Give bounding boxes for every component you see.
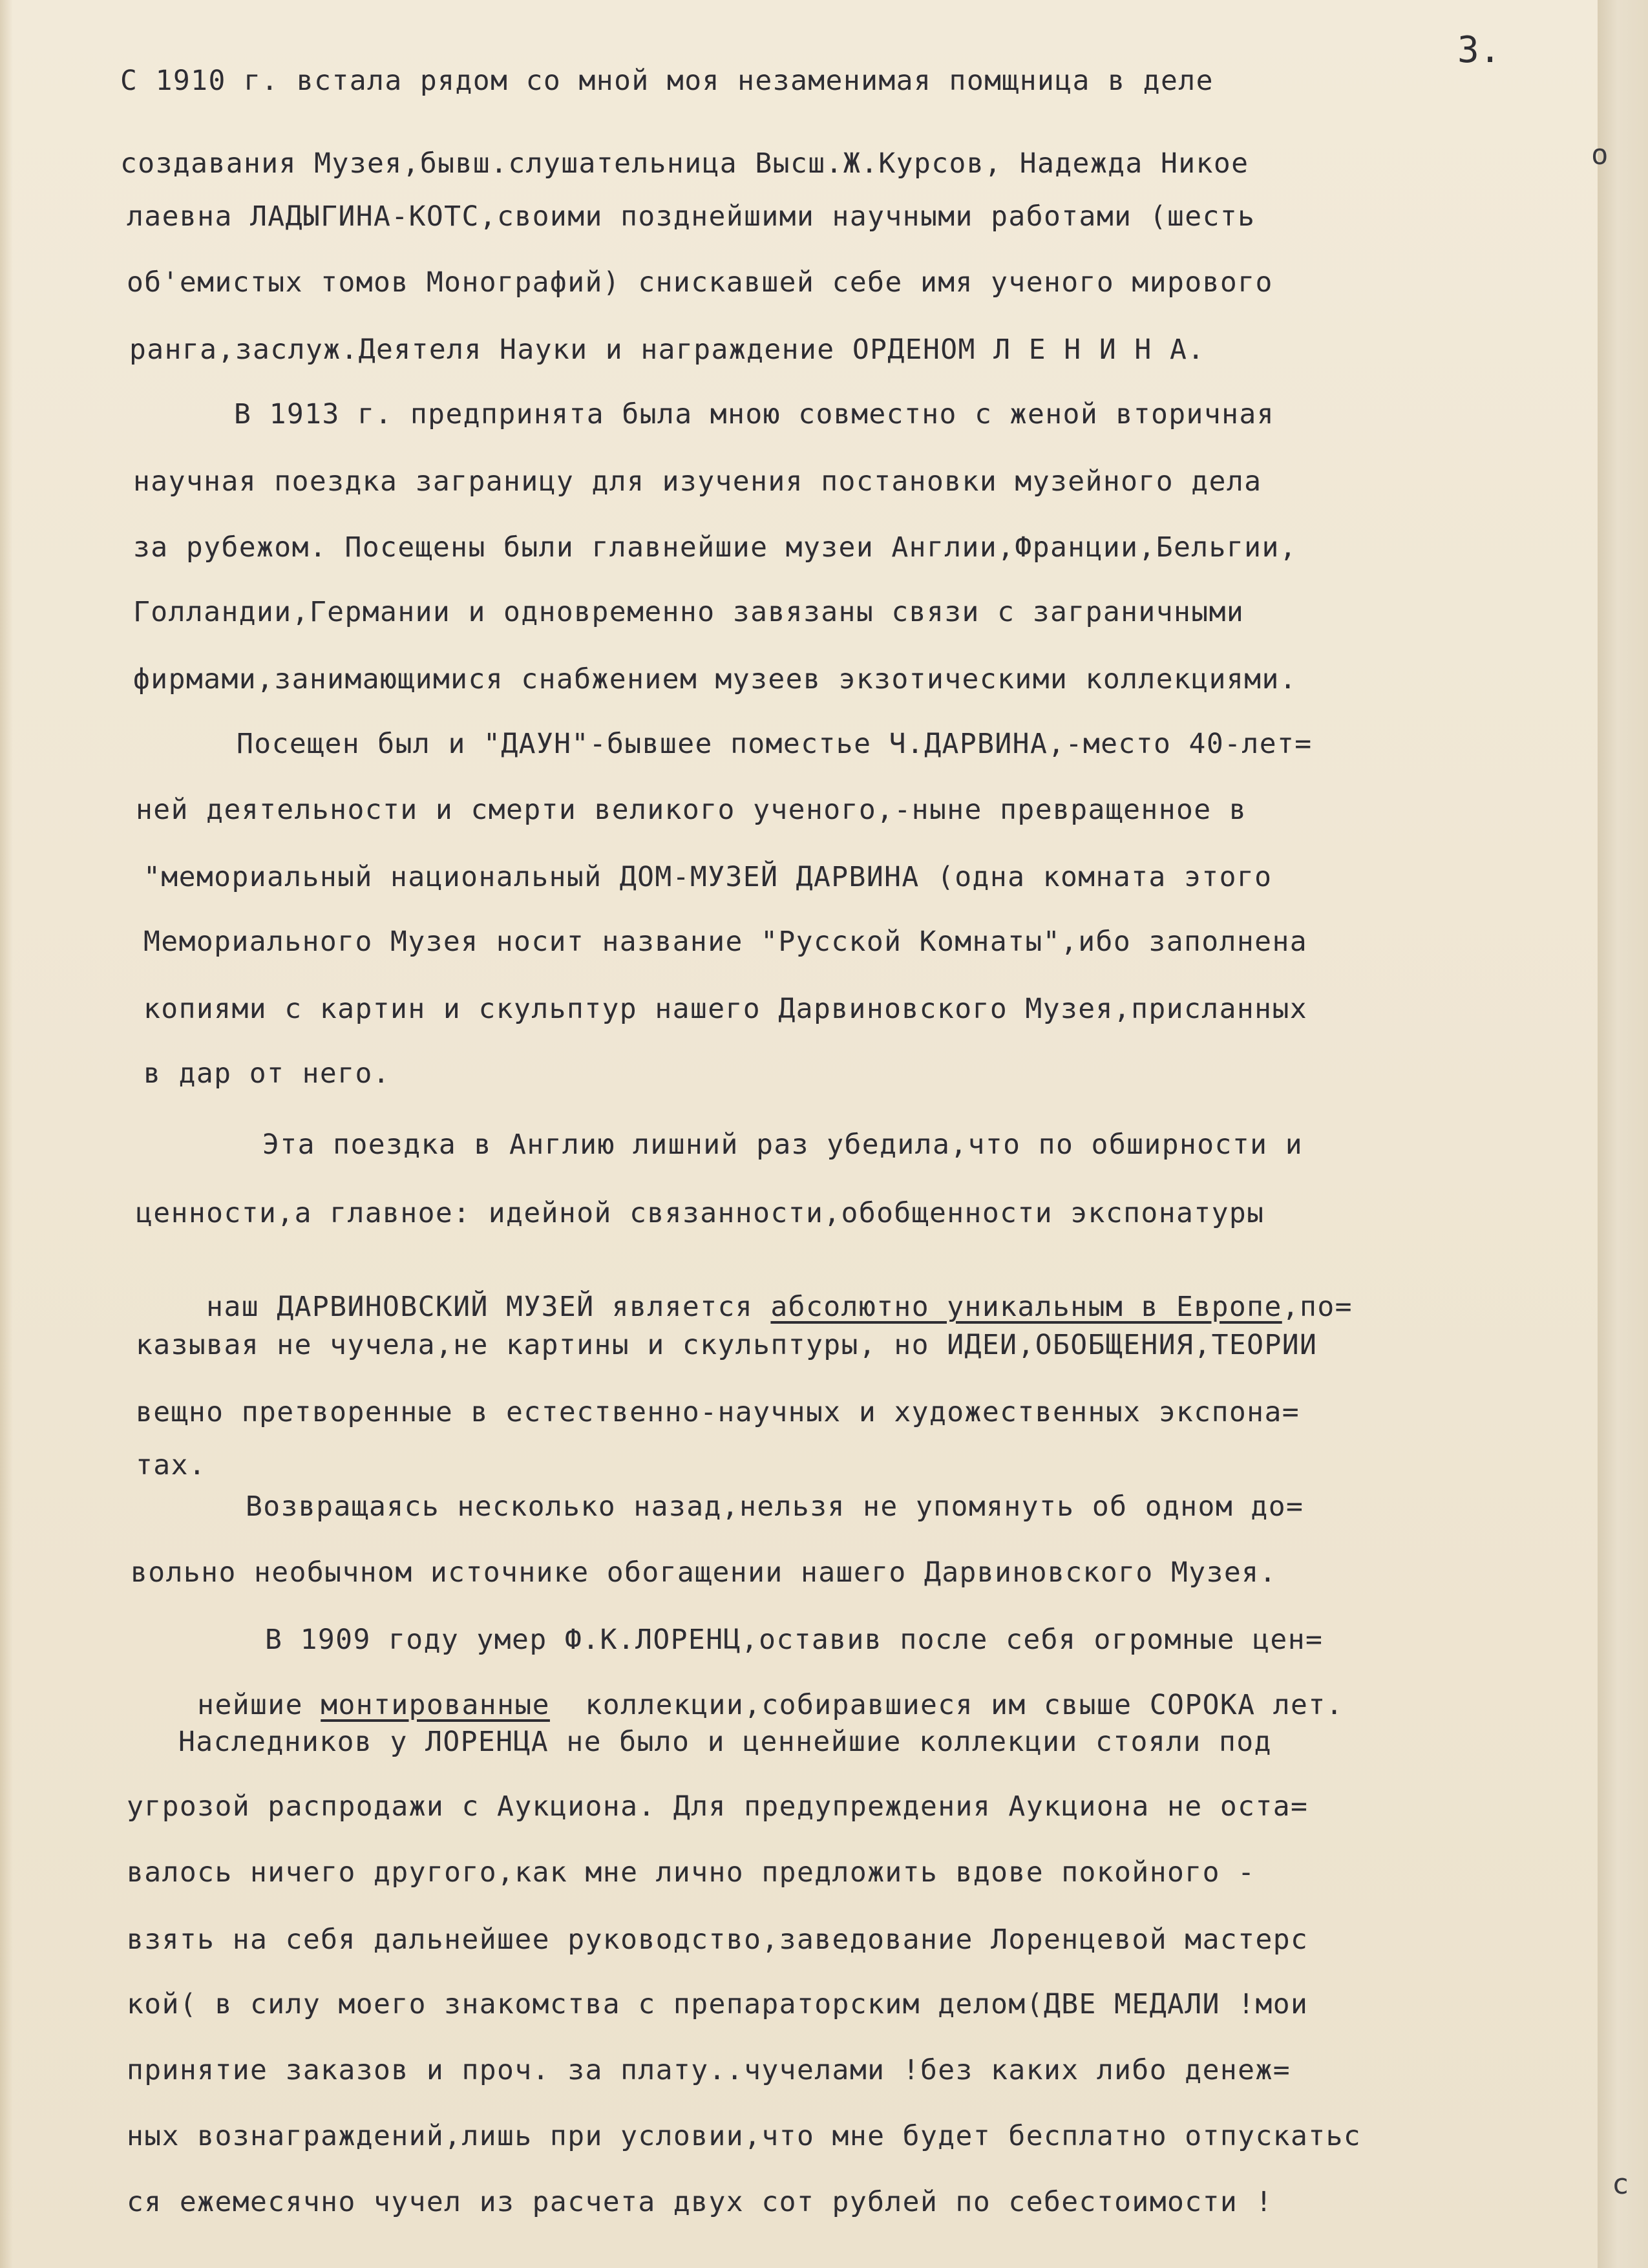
text-line: ных вознаграждений,лишь при условии,что мне будет бесплатно отпускатьс [127,2120,1362,2152]
underlined-phrase: монтированные [321,1689,550,1721]
text-line: фирмами,занимающимися снабжением музеев экзотическими коллекциями. [133,663,1298,695]
text-line: ранга,заслуж.Деятеля Науки и награждение ОРДЕНОМ Л Е Н И Н А. [129,334,1205,366]
underlined-phrase: абсолютно уникальным в Европе [770,1291,1282,1323]
text-line: Эта поездка в Англию лишний раз убедила,что по обширности и [262,1129,1304,1161]
text-line: тах. [136,1449,207,1481]
text-segment: нейшие [197,1689,303,1721]
text-line: ся ежемесячно чучел из расчета двух сот рублей по себестоимости ! [127,2186,1273,2218]
text-line: валось ничего другого,как мне лично предложить вдове покойного - [127,1856,1256,1889]
text-line: "мемориальный национальный ДОМ-МУЗЕЙ ДАРВИНА (одна комната этого [143,861,1273,893]
margin-mark: o [1591,138,1609,171]
text-line: научная поездка заграницу для изучения постановки музейного дела [133,465,1262,498]
text-line: Мемориального Музея носит название "Русской Комнаты",ибо заполнена [143,926,1308,958]
text-line: угрозой распродажи с Аукциона. Для предупреждения Аукциона не оста= [127,1790,1309,1823]
text-line: С 1910 г. встала рядом со мной моя незаменимая помщница в деле [120,65,1214,97]
text-line: вольно необычном источнике обогащении нашего Дарвиновского Музея. [131,1556,1277,1589]
text-line: в дар от него. [143,1057,391,1090]
page-number: 3. [1457,29,1501,71]
text-segment: наш ДАРВИНОВСКИЙ МУЗЕЙ является [206,1291,754,1323]
text-line: казывая не чучела,не картины и скульптуры, но ИДЕИ,ОБОБЩЕНИЯ,ТЕОРИИ [136,1329,1318,1361]
text-segment: ,по= [1282,1291,1353,1323]
text-line: Наследников у ЛОРЕНЦА не было и ценнейшие коллекции стояли под [178,1726,1272,1758]
text-line: ней деятельности и смерти великого ученого,-ныне превращенное в [136,794,1247,826]
text-line: Посещен был и "ДАУН"-бывшее поместье Ч.ДАРВИНА,-место 40-лет= [237,728,1313,760]
margin-mark: c [1612,2168,1629,2201]
text-line: В 1909 году умер Ф.К.ЛОРЕНЦ,оставив после себя огромные цен= [265,1624,1324,1656]
text-line: В 1913 г. предпринята была мною совместно с женой вторичная [234,398,1275,430]
text-line: Возвращаясь несколько назад,нельзя не упомянуть об одном до= [246,1490,1304,1523]
text-line: создавания Музея,бывш.слушательница Высш.Ж.Курсов, Надежда Никое [120,147,1249,180]
underlying-sheet-edge [1598,0,1648,2268]
text-line: об'емистых томов Монографий) снискавшей себе имя ученого мирового [127,266,1273,299]
text-line: лаевна ЛАДЫГИНА-КОТС,своими позднейшими научными работами (шесть [127,200,1256,233]
text-line: за рубежом. Посещены были главнейшие музеи Англии,Франции,Бельгии, [133,531,1298,564]
text-line: взять на себя дальнейшее руководство,заведование Лоренцевой мастерс [127,1924,1309,1956]
text-line: вещно претворенные в естественно-научных и художественных экспона= [136,1396,1300,1428]
text-line: принятие заказов и проч. за плату..чучелами !без каких либо денеж= [127,2054,1291,2086]
text-line: Голландии,Германии и одновременно завязаны связи с заграничными [133,596,1245,628]
text-line: кой( в силу моего знакомства с препараторским делом(ДВЕ МЕДАЛИ !мои [127,1988,1309,2020]
text-line: копиями с картин и скульптур нашего Дарвиновского Музея,присланных [143,993,1308,1025]
text-line: ценности,а главное: идейной связанности,обобщенности экспонатуры [136,1197,1265,1229]
text-segment: коллекции,собиравшиеся им свыше СОРОКА лет. [585,1689,1344,1721]
